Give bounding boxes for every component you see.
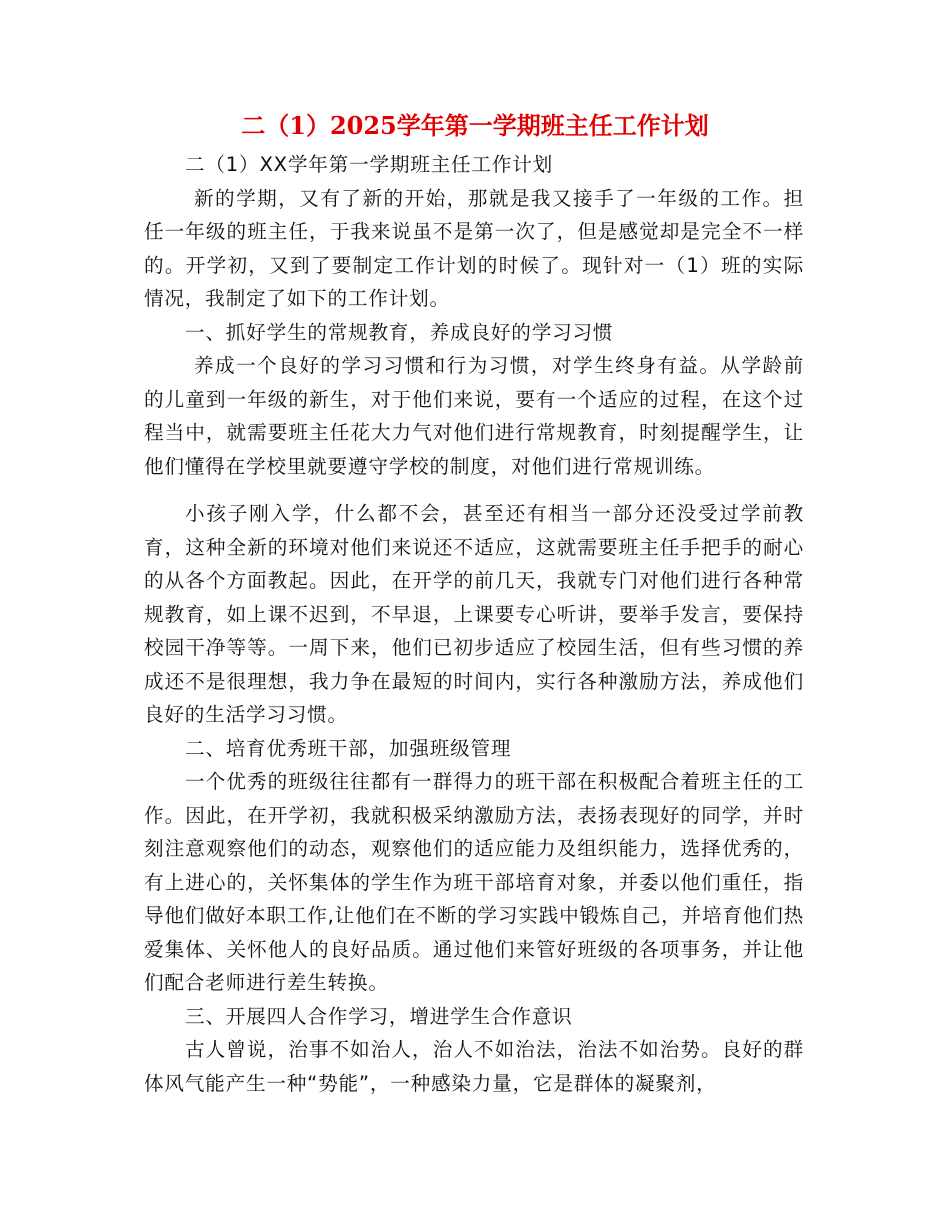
paragraph-cooperation: 古人曾说，治事不如治人，治人不如治法，治法不如治势。良好的群体风气能产生一种“势能”，一种感染力量，它是群体的凝聚剂，: [144, 1038, 804, 1095]
paragraph-intro: 新的学期，又有了新的开始，那就是我又接手了一年级的工作。担任一年级的班主任，于我来说虽不是第一次了，但是感觉却是完全不一样的。开学初，又到了要制定工作计划的时候了。现针对一（1）班的实际情况，我制定了如下的工作计划。: [144, 186, 804, 310]
paragraph-habits: 养成一个良好的学习习惯和行为习惯，对学生终身有益。从学龄前的儿童到一年级的新生，对于他们来说，要有一个适应的过程，在这个过程当中，就需要班主任花大力气对他们进行常规教育，时刻提醒学生，让他们懂得在学校里就要遵守学校的制度，对他们进行常规训练。: [144, 354, 804, 478]
document-subtitle: 二（1）XX学年第一学期班主任工作计划: [185, 153, 554, 176]
document-body: [144, 148, 804, 1100]
paragraph-routine-education: 小孩子刚入学，什么都不会，甚至还有相当一部分还没受过学前教育，这种全新的环境对他们来说还不适应，这就需要班主任手把手的耐心的从各个方面教起。因此，在开学的前几天，我就专门对他们进行各种常规教育，如上课不迟到，不早退，上课要专心听讲，要举手发言，要保持校园干净等等。一周下来，他们已初步适应了校园生活，但有些习惯的养成还不是很理想，我力争在最短的时间内，实行各种激励方法，养成他们良好的生活学习习惯。: [144, 502, 804, 726]
section-heading-2: 二、培育优秀班干部，加强班级管理: [185, 736, 512, 760]
document-title: 二（1）2025学年第一学期班主任工作计划: [241, 111, 709, 140]
section-heading-3: 三、开展四人合作学习，增进学生合作意识: [185, 1004, 573, 1028]
paragraph-class-leaders: 一个优秀的班级往往都有一群得力的班干部在积极配合着班主任的工作。因此，在开学初，我就积极采纳激励方法，表扬表现好的同学，并时刻注意观察他们的动态，观察他们的适应能力及组织能力，选择优秀的，有上进心的，关怀集体的学生作为班干部培育对象，并委以他们重任，指导他们做好本职工作,让他们在不断的学习实践中锻炼自己，并培育他们热爱集体、关怀他人的良好品质。通过他们来管好班级的各项事务，并让他们配合老师进行差生转换。: [144, 770, 804, 994]
section-heading-1: 一、抓好学生的常规教育，养成良好的学习习惯: [185, 320, 614, 344]
